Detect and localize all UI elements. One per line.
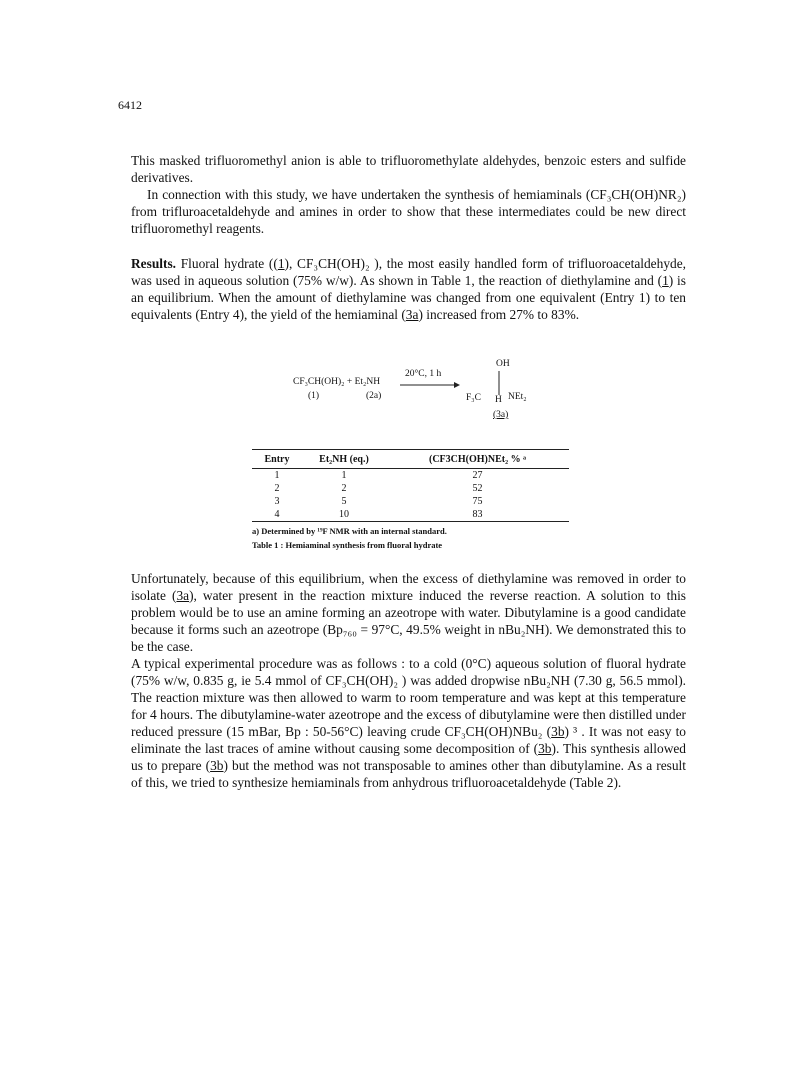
scheme-conditions: 20°C, 1 h xyxy=(405,369,442,379)
compound-ref-1b: 1 xyxy=(662,273,669,288)
table-row xyxy=(252,469,569,482)
compound-ref-1: 1 xyxy=(277,256,285,271)
table-cell-entry: 3 xyxy=(274,496,280,507)
later-text-2a: A typical experimental procedure was as follows : to a cold (0°C) aqueous solution of fluoral hydrate (75% w/w, 0.835 g, ie 5.4 mmol of CF₃CH(OH)₂ ) was added dropwise nBu₂NH (7.30 g, 56.5 mmol). The reaction mixture was then allowed to warm to room temperature and was kept at this temperature for 4 hours. The dibutylamine-water azeotrope and the excess of dibutylamine were then distilled under reduced pressure (15 mBar, Bp : 50-56°C) leaving crude CF₃CH(OH)NBu₂ ( xyxy=(131,656,686,739)
intro-paragraph-2: In connection with this study, we have undertaken the synthesis of hemiaminals (CF₃CH(OH)NR₂) from trifluroacetaldehyde and amines in order to show that these intermediates could be new direct trifluoromethyl reagents. xyxy=(131,187,686,236)
later-text-2b: ) ³ . It was not easy to eliminate the last traces of amine without causing some decomposition of ( xyxy=(131,724,686,756)
results-section xyxy=(131,255,686,323)
product-net2: NEt₂ xyxy=(508,392,527,402)
scheme-label-3a: (3a) xyxy=(493,410,509,420)
table-footnote: a) Determined by ¹⁹F NMR with an internal standard. xyxy=(252,526,447,536)
table-header-eq: Et₂NH (eq.) xyxy=(319,453,369,465)
product-h: H xyxy=(495,395,502,405)
later-text-1b: ), water present in the reaction mixture induced the reverse reaction. A solution to this problem would be to use an amine forming an azeotrope with water. Dibutylamine is a good candidate because it forms such an azeotrope (Bp₇₆₀ = 97°C, 49.5% weight in nBu₂NH). We demonstrated this to be the case. xyxy=(131,588,686,654)
results-text-b: ), CF₃CH(OH)₂ ), the most easily handled form of trifluoroacetaldehyde, was used in aqueous solution (75% w/w). As shown in Table 1, the reaction of diethylamine and ( xyxy=(131,256,686,288)
page-number: 6412 xyxy=(118,98,142,112)
compound-ref-3b: 3b xyxy=(551,724,565,739)
results-paragraph xyxy=(131,255,686,323)
reaction-arrow xyxy=(400,381,460,389)
compound-ref-3a: 3a xyxy=(176,588,190,603)
table-header-entry: Entry xyxy=(264,453,290,465)
table-1 xyxy=(252,449,569,550)
table-cell-yield: 83 xyxy=(472,509,483,520)
later-paragraph-1 xyxy=(131,570,686,655)
table-bottom-rule xyxy=(252,521,569,522)
table-cell-entry: 4 xyxy=(274,509,280,520)
table-row xyxy=(252,495,569,508)
results-text-a: Fluoral hydrate (( xyxy=(176,256,278,271)
table-row xyxy=(252,508,569,521)
table-cell-eq: 10 xyxy=(339,509,349,520)
table-header-row xyxy=(252,450,569,468)
table-cell-yield: 27 xyxy=(472,470,483,481)
compound-ref-3b: 3b xyxy=(210,758,224,773)
compound-ref-3b: 3b xyxy=(538,741,552,756)
results-heading: Results. xyxy=(131,256,177,271)
results-text-c: ) is an equilibrium. When the amount of diethylamine was changed from one equivalent (Entry 1) to ten equivalents (Entry 4), the yield of the hemiaminal ( xyxy=(131,273,686,322)
product-f3c: F₃C xyxy=(466,393,481,403)
compound-ref-3a: 3a xyxy=(405,307,419,322)
table-row xyxy=(252,482,569,495)
later-text-1a: Unfortunately, because of this equilibrium, when the excess of diethylamine was removed in order to isolate ( xyxy=(131,571,686,603)
table-cell-yield: 52 xyxy=(472,483,483,494)
table-cell-yield: 75 xyxy=(472,496,483,507)
intro-paragraph-1: This masked trifluoromethyl anion is able to trifluoromethylate aldehydes, benzoic esters and sulfide derivatives. xyxy=(131,153,686,185)
intro-section xyxy=(131,152,686,237)
scheme-label-2a: (2a) xyxy=(366,391,382,401)
table-cell-entry: 2 xyxy=(274,483,280,494)
table-cell-eq: 5 xyxy=(341,496,347,507)
scheme-reactants: CF₃CH(OH)₂ + Et₂NH xyxy=(293,377,381,387)
product-oh: OH xyxy=(496,359,510,369)
later-paragraph-2 xyxy=(131,655,686,791)
results-text-d: ) increased from 27% to 83%. xyxy=(418,307,580,322)
reaction-scheme xyxy=(250,352,580,444)
table-caption: Table 1 : Hemiaminal synthesis from fluoral hydrate xyxy=(252,540,443,550)
product-bond-lines xyxy=(492,371,506,395)
table-header-yield: (CF3CH(OH)NEt₂ % ᵃ xyxy=(428,453,527,465)
later-text-2d: ) but the method was not transposable to amines other than dibutylamine. As a result of this, we tried to synthesize hemiaminals from anhydrous trifluoroacetaldehyde (Table 2). xyxy=(131,758,686,790)
table-cell-eq: 1 xyxy=(341,470,347,481)
table-cell-eq: 2 xyxy=(341,483,347,494)
later-text-2c: ). This synthesis allowed us to prepare ( xyxy=(131,741,687,773)
later-section xyxy=(131,570,686,791)
scheme-label-1: (1) xyxy=(308,391,320,401)
table-cell-entry: 1 xyxy=(274,470,280,481)
